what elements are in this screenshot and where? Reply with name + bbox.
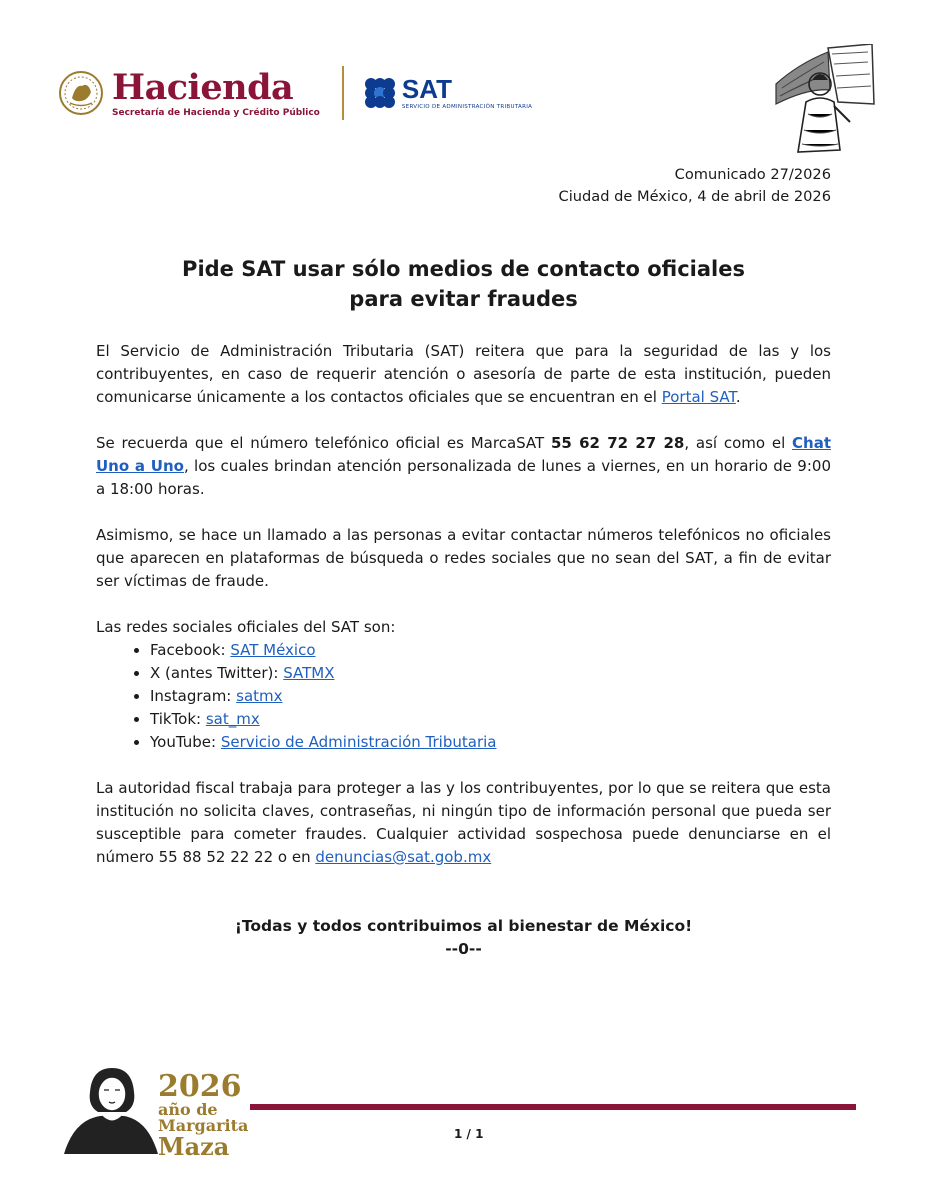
list-item [150,685,831,708]
paragraph-2-mid: , así como el [684,434,793,452]
margarita-maza-portrait-icon [60,1062,160,1154]
chat-uno-a-uno-link[interactable]: Chat Uno a Uno [96,434,832,475]
paragraph-3: Asimismo, se hace un llamado a las personas a evitar contactar números telefónicos no oficiales que aparecen en plataformas de búsqueda o redes sociales que no sean del SAT, a fin de evitar ser víctimas de fraude. [96,526,831,590]
footer-rule [250,1104,856,1110]
social-label-tiktok: TikTok: [150,710,206,728]
tiktok-link[interactable]: sat_mx [205,710,260,728]
hacienda-subtitle: Secretaría de Hacienda y Crédito Público [112,107,320,118]
paragraph-1-end: . [735,388,741,406]
paragraph-2-post: , los cuales brindan atención personalizada de lunes a viernes, en un horario de 9:00 a 18:00 horas. [96,457,831,498]
social-list [96,639,831,754]
footer-line-2: Margarita [158,1116,249,1135]
hacienda-brand [112,66,320,118]
national-seal-icon [58,70,104,116]
communique-number: Comunicado 27/2026 [674,166,831,183]
page-title [96,254,831,314]
footer-line-3: Maza [158,1132,230,1161]
communique-date: Ciudad de México, 4 de abril de 2026 [558,188,831,205]
footer-year: 2026 [158,1069,242,1104]
communique-meta [559,164,832,208]
hacienda-wordmark: Hacienda [112,66,294,108]
sat-brand [402,76,532,110]
page-number: 1 / 1 [454,1127,484,1141]
paragraph-2-pre: Se recuerda que el número telefónico oficial es MarcaSAT [96,434,551,452]
list-item [150,731,831,754]
communique-body [96,340,831,961]
closing-end-mark: --0-- [445,940,482,958]
footer-line-1: año de [158,1100,218,1119]
year-of-margarita-maza [158,1069,249,1161]
list-item [150,639,831,662]
denuncias-email-link[interactable]: denuncias@sat.gob.mx [315,848,492,866]
paragraph-1 [96,340,831,409]
flag-woman-illustration-icon [768,44,876,156]
list-item [150,708,831,731]
youtube-link[interactable]: Servicio de Administración Tributaria [220,733,497,751]
title-line-2: para evitar fraudes [349,287,578,311]
sat-wordmark: SAT [401,74,452,104]
closing-slogan: ¡Todas y todos contribuimos al bienestar de México! [234,917,693,935]
paragraph-4 [96,777,831,869]
closing-block [96,915,831,961]
sat-logo-icon [364,77,396,109]
header-logos [58,66,532,120]
social-intro: Las redes sociales oficiales del SAT son: [96,618,396,636]
portal-sat-link[interactable]: Portal SAT [661,388,736,406]
instagram-link[interactable]: satmx [236,687,283,705]
x-twitter-link[interactable]: SATMX [283,664,335,682]
list-item [150,662,831,685]
phone-number: 55 62 72 27 28 [550,434,685,452]
title-line-1: Pide SAT usar sólo medios de contacto oficiales [182,257,745,281]
logo-divider [342,66,344,120]
sat-subtitle: SERVICIO DE ADMINISTRACIÓN TRIBUTARIA [401,104,533,110]
social-label-youtube: YouTube: [150,733,221,751]
social-label-x: X (antes Twitter): [150,664,284,682]
paragraph-4-text: La autoridad fiscal trabaja para proteger a las y los contribuyentes, por lo que se reitera que esta institución no solicita claves, contraseñas, ni ningún tipo de información personal que pueda ser susceptible para cometer fraudes. Cualquier actividad sospechosa puede denunciarse en el número 55 88 52 22 22 o en [96,779,831,866]
social-label-instagram: Instagram: [150,687,237,705]
paragraph-2 [96,432,831,501]
social-label-facebook: Facebook: [150,641,231,659]
paragraph-1-text: El Servicio de Administración Tributaria (SAT) reitera que para la seguridad de las y los contribuyentes, en caso de requerir atención o asesoría de parte de esta institución, pueden comunicarse únicamente a los contactos oficiales que se encuentran en el [96,342,831,406]
facebook-link[interactable]: SAT México [230,641,316,659]
